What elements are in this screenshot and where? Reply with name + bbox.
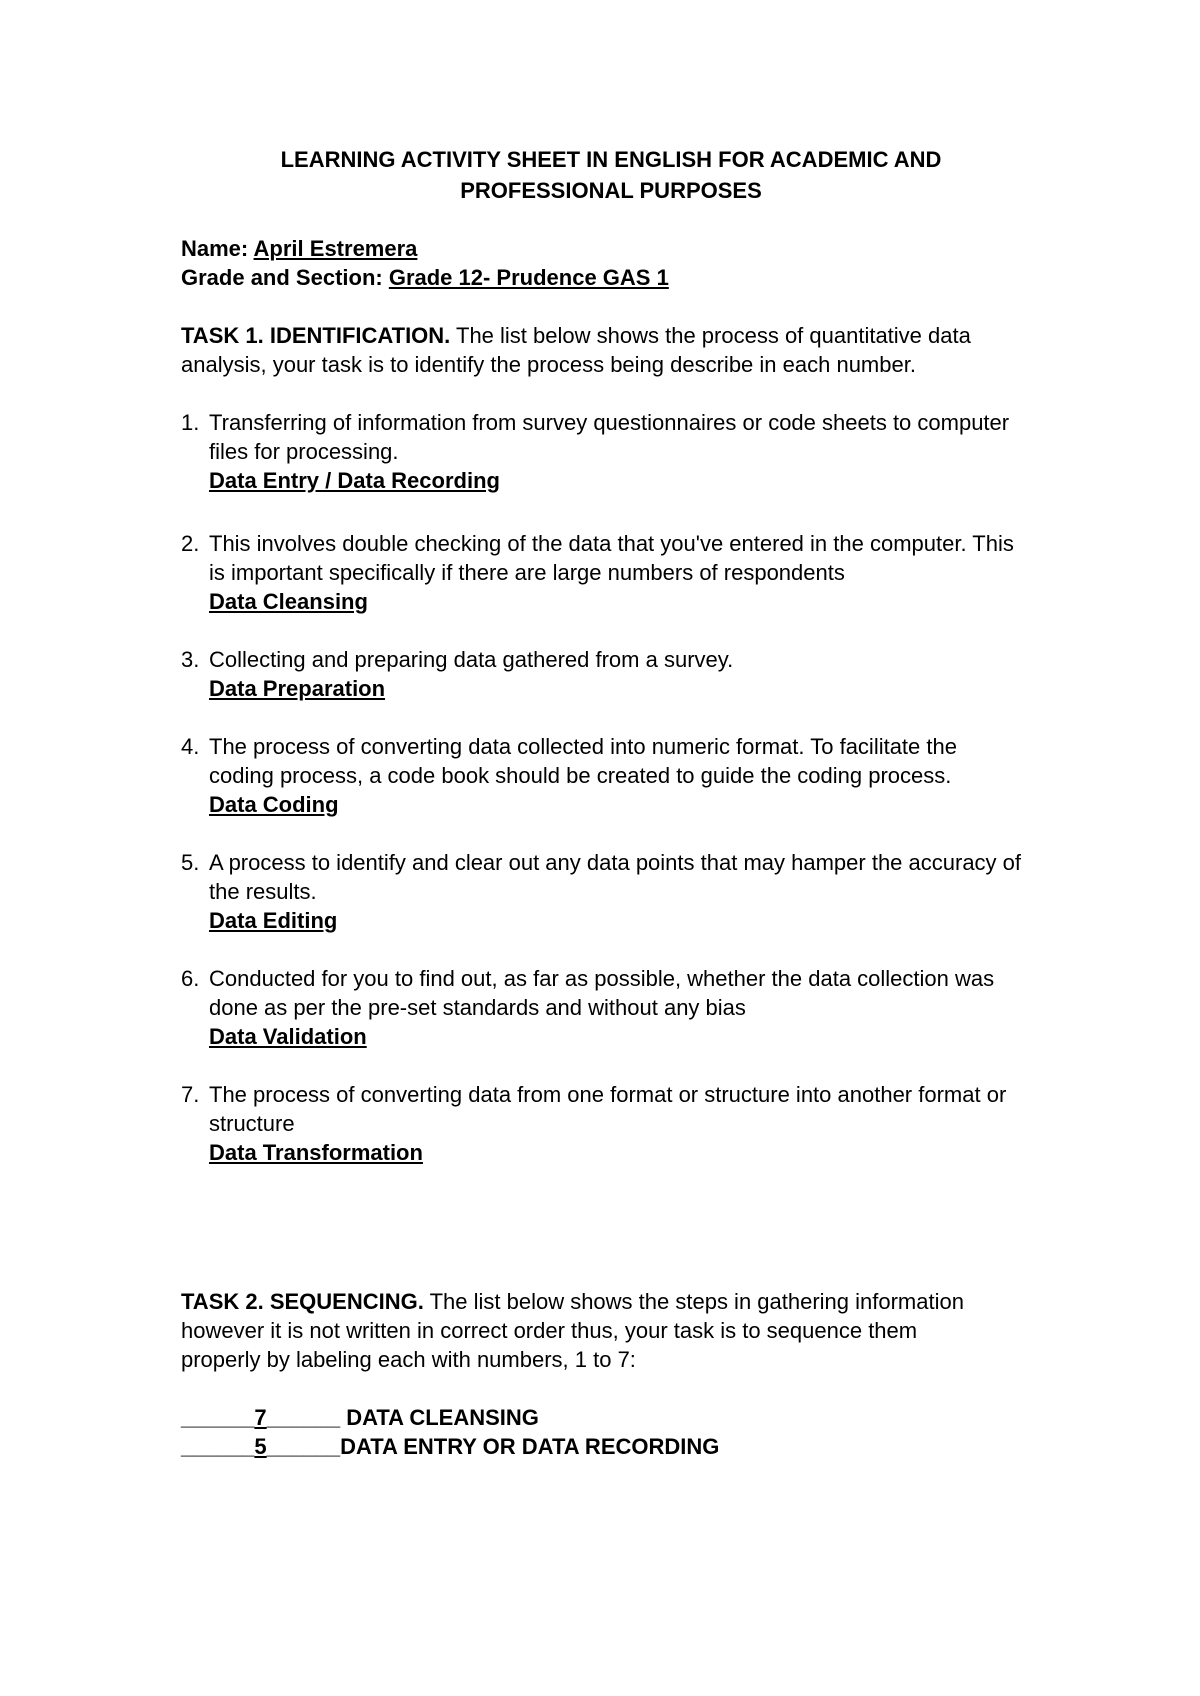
- item-number: 2.: [181, 531, 200, 556]
- item-text: This involves double checking of the data that you've entered in the computer. This is important specifically if there are large numbers of respondents: [209, 531, 1014, 585]
- task1-heading: TASK 1. IDENTIFICATION.: [181, 323, 451, 348]
- grade-value: Grade 12- Prudence GAS 1: [388, 265, 669, 290]
- item-answer: Data Editing: [209, 908, 338, 933]
- task2-instructions: [181, 1287, 971, 1374]
- item-answer: Data Entry / Data Recording: [209, 468, 500, 493]
- answer-number[interactable]: 7: [254, 1405, 267, 1430]
- document-title: [181, 144, 1041, 206]
- task2-instructions-text: The list below shows the steps in gathering information however it is not written in correct order thus, your task is to sequence them properly by labeling each with numbers, 1 to 7:: [181, 1289, 964, 1372]
- answer-blank-before[interactable]: ______: [181, 1434, 255, 1459]
- task2-heading: TASK 2. SEQUENCING.: [181, 1289, 424, 1314]
- document-page: [181, 144, 1041, 1461]
- sequence-label: DATA ENTRY OR DATA RECORDING: [340, 1434, 720, 1459]
- title-line-2: PROFESSIONAL PURPOSES: [460, 178, 762, 203]
- list-item: [181, 408, 1021, 495]
- sequence-item: [181, 1432, 1041, 1461]
- answer-number[interactable]: 5: [254, 1434, 267, 1459]
- item-number: 4.: [181, 734, 200, 759]
- list-item: [181, 964, 1021, 1051]
- item-answer: Data Cleansing: [209, 589, 368, 614]
- name-value: April Estremera: [253, 236, 418, 261]
- item-number: 7.: [181, 1082, 200, 1107]
- item-answer: Data Preparation: [209, 676, 386, 701]
- task1-instructions: [181, 321, 1011, 379]
- item-number: 5.: [181, 850, 200, 875]
- item-text: A process to identify and clear out any data points that may hamper the accuracy of the results.: [209, 850, 1022, 904]
- sequence-label: DATA CLEANSING: [340, 1405, 539, 1430]
- name-row: [181, 234, 1041, 263]
- item-answer: Data Validation: [209, 1024, 367, 1049]
- list-item: [181, 529, 1021, 616]
- item-text: Transferring of information from survey questionnaires or code sheets to computer files for processing.: [209, 410, 1010, 464]
- sequence-list: [181, 1403, 1041, 1461]
- item-answer: Data Coding: [209, 792, 339, 817]
- answer-blank-after[interactable]: ______: [266, 1405, 341, 1430]
- list-item: [181, 645, 1021, 703]
- list-item: [181, 848, 1021, 935]
- item-text: Collecting and preparing data gathered from a survey.: [209, 647, 734, 672]
- item-number: 6.: [181, 966, 200, 991]
- item-text: The process of converting data from one format or structure into another format or structure: [209, 1082, 1007, 1136]
- grade-row: [181, 263, 1041, 292]
- list-item: [181, 732, 1021, 819]
- grade-label: Grade and Section:: [181, 265, 389, 290]
- task1-instructions-text: The list below shows the process of quantitative data analysis, your task is to identify the process being describe in each number.: [181, 323, 971, 377]
- answer-blank-after[interactable]: ______: [266, 1434, 341, 1459]
- item-text: Conducted for you to find out, as far as possible, whether the data collection was done as per the pre-set standards and without any bias: [209, 966, 995, 1020]
- title-line-1: LEARNING ACTIVITY SHEET IN ENGLISH FOR ACADEMIC AND: [280, 147, 942, 172]
- task1-list: [181, 408, 1021, 1167]
- item-number: 1.: [181, 410, 200, 435]
- item-text: The process of converting data collected into numeric format. To facilitate the coding process, a code book should be created to guide the coding process.: [209, 734, 957, 788]
- sequence-item: [181, 1403, 1041, 1432]
- answer-blank-before[interactable]: ______: [181, 1405, 255, 1430]
- item-answer: Data Transformation: [209, 1140, 423, 1165]
- list-item: [181, 1080, 1021, 1167]
- name-label: Name:: [181, 236, 254, 261]
- item-number: 3.: [181, 647, 200, 672]
